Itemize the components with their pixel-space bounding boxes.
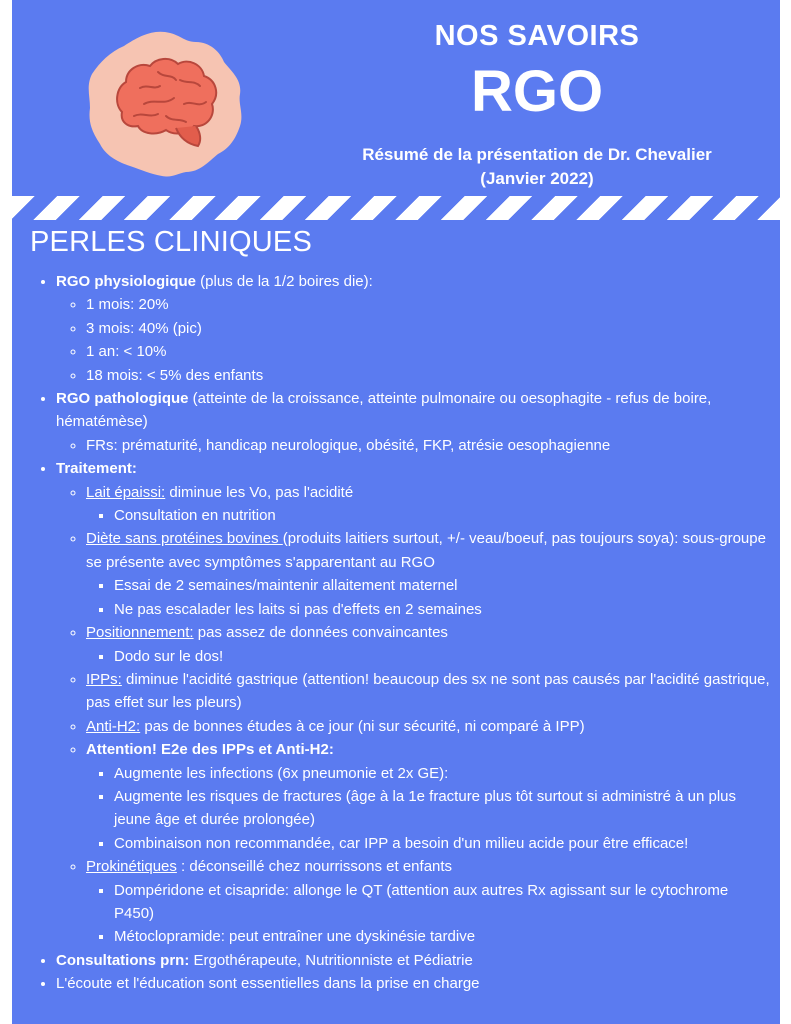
item-label: RGO physiologique xyxy=(56,273,197,290)
header xyxy=(332,20,742,191)
list-item: ▪ Ne pas escalader les laits si pas d'effets en 2 semaines xyxy=(114,598,770,621)
item-text: diminue les Vo, pas l'acidité xyxy=(165,483,354,501)
item-text: diminue l'acidité gastrique (attention! beaucoup des sx ne sont pas causés par l'acidité gastrique, pas effet sur les pleurs) xyxy=(86,670,770,712)
list-item xyxy=(86,668,770,715)
list-item xyxy=(56,949,770,972)
item-label: IPPs: xyxy=(86,670,122,688)
list-item: ◦ FRs: prématurité, handicap neurologique, obésité, FKP, atrésie oesophagienne xyxy=(86,434,770,457)
header-kicker: NOS SAVOIRS xyxy=(434,20,640,52)
brain-badge xyxy=(84,28,246,178)
list-item xyxy=(56,457,770,949)
item-label: Diète sans protéines bovines xyxy=(86,530,283,548)
list-item: ▪ Combinaison non recommandée, car IPP a besoin d'un milieu acide pour être efficace! xyxy=(114,832,770,855)
striped-divider xyxy=(12,196,780,220)
list-item: ◦ 1 mois: 20% xyxy=(86,293,770,316)
list-item xyxy=(86,527,770,621)
list-item: ▪ Consultation en nutrition xyxy=(114,504,770,527)
list-item: ◦ 3 mois: 40% (pic) xyxy=(86,317,770,340)
item-label: Consultations prn: xyxy=(56,951,190,969)
list-item xyxy=(86,621,770,668)
item-label: RGO pathologique xyxy=(56,390,189,408)
item-label: Attention! E2e des IPPs et Anti-H2: xyxy=(86,741,334,759)
item-text: (produits laitiers surtout, +/- veau/boeuf, pas toujours soya): sous-groupe se présente avec symptômes s'apparentant au RGO xyxy=(86,530,766,571)
list-item xyxy=(86,738,770,855)
page-subtitle xyxy=(332,143,742,191)
list-item: ▪ Métoclopramide: peut entraîner une dyskinésie tardive xyxy=(114,925,770,948)
item-label: Traitement: xyxy=(56,460,137,478)
item-text: pas de bonnes études à ce jour (ni sur sécurité, ni comparé à IPP) xyxy=(140,717,585,735)
item-text: (plus de la 1/2 boires die): xyxy=(196,273,373,290)
subtitle-line-1: Résumé de la présentation de Dr. Chevalier xyxy=(362,145,712,164)
list-item: ▪ Dompéridone et cisapride: allonge le QT (attention aux autres Rx agissant sur le cytochrome P450) xyxy=(114,879,770,926)
item-label: Positionnement: xyxy=(86,624,194,642)
list-item xyxy=(86,481,770,528)
list-item xyxy=(56,387,770,457)
item-text: (atteinte de la croissance, atteinte pulmonaire ou oesophagite - refus de boire, hématémèse) xyxy=(56,390,712,431)
item-label: Prokinétiques xyxy=(86,858,177,876)
list-item: ◦ 18 mois: < 5% des enfants xyxy=(86,364,770,387)
list-item: ▪ Augmente les risques de fractures (âge à la 1e fracture plus tôt surtout si administré à un plus jeune âge et durée prolongée) xyxy=(114,785,770,832)
subtitle-line-2: (Janvier 2022) xyxy=(480,169,594,188)
list-item xyxy=(86,715,770,738)
infographic-page xyxy=(12,0,780,1024)
list-item: ▪ Augmente les infections (6x pneumonie et 2x GE): xyxy=(114,762,770,785)
item-text: pas assez de données convaincantes xyxy=(193,624,448,642)
list-item: ▪ Dodo sur le dos! xyxy=(114,645,770,668)
page-title: RGO xyxy=(470,59,604,124)
clinical-pearls-list xyxy=(30,270,770,996)
list-item xyxy=(86,855,770,949)
section-title: PERLES CLINIQUES xyxy=(30,226,313,258)
item-label: Anti-H2: xyxy=(86,717,141,735)
list-item: • L'écoute et l'éducation sont essentielles dans la prise en charge xyxy=(56,972,770,995)
item-text: Ergothérapeute, Nutritionniste et Pédiatrie xyxy=(189,951,473,969)
item-text: : déconseillé chez nourrissons et enfants xyxy=(176,858,453,876)
item-label: Lait épaissi: xyxy=(86,483,166,501)
list-item: ◦ 1 an: < 10% xyxy=(86,340,770,363)
list-item xyxy=(56,270,770,387)
list-item: ▪ Essai de 2 semaines/maintenir allaitement maternel xyxy=(114,574,770,597)
